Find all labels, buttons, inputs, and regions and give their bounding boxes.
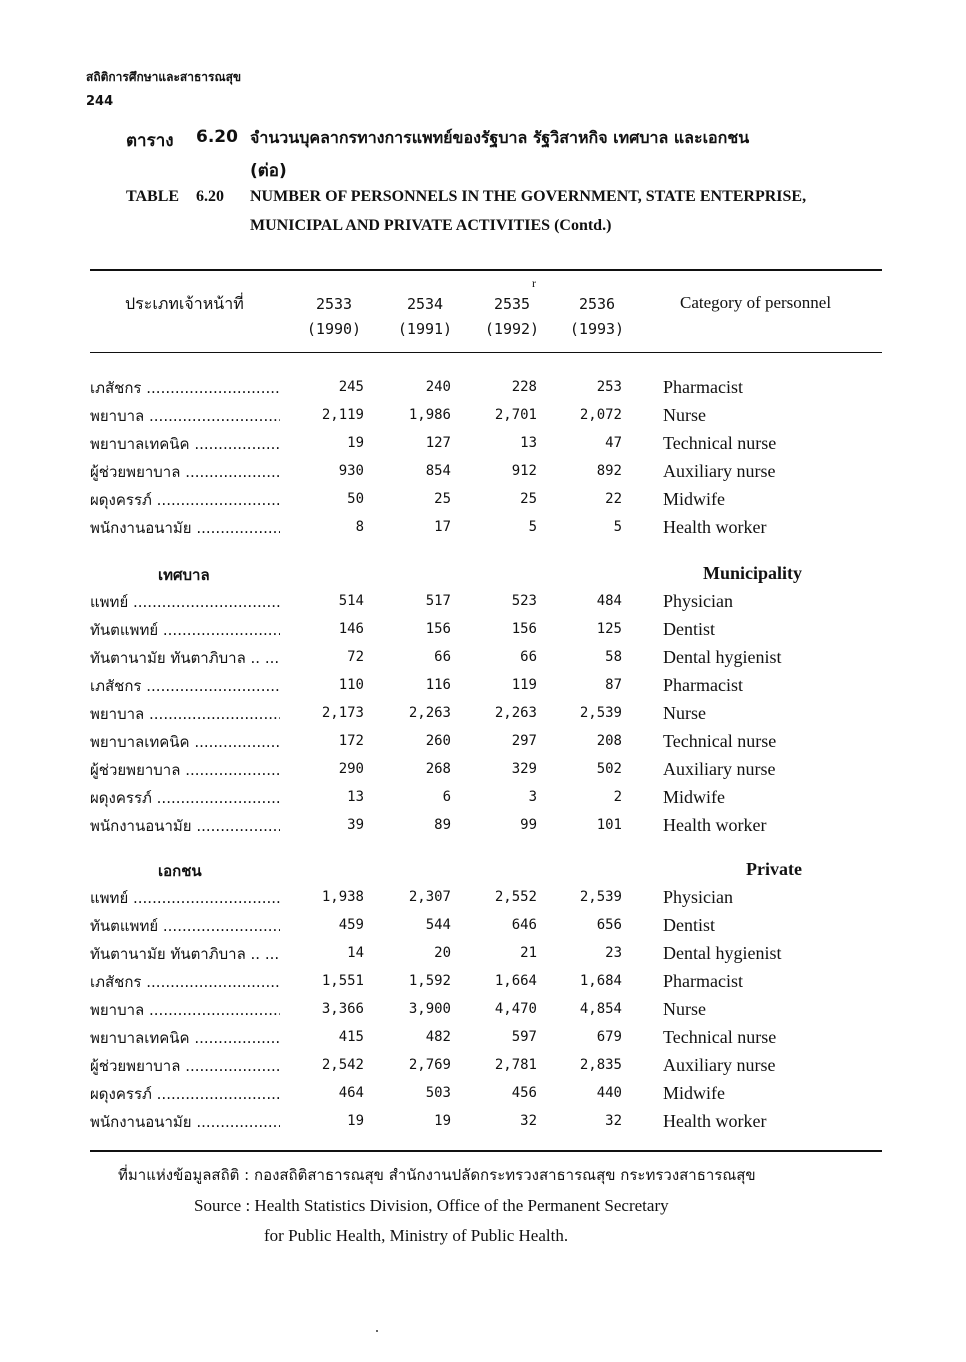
value-cell: 2,542 [321, 1057, 364, 1073]
category-th: พยาบาล ..... [90, 702, 280, 726]
category-th: พนักงานอนามัย ..... [90, 814, 280, 838]
value-cell: 23 [605, 945, 622, 961]
page-speck [376, 1330, 378, 1332]
value-cell: 329 [511, 761, 537, 777]
year-be: 2535 [493, 295, 531, 313]
value-cell: 87 [605, 677, 622, 693]
value-cell: 13 [347, 789, 364, 805]
value-cell: 5 [613, 519, 622, 535]
category-en: Midwife [663, 1083, 725, 1103]
category-th: แพทย์ ..... [90, 590, 280, 614]
category-en: Dentist [663, 915, 715, 935]
year-be: 2534 [406, 295, 444, 313]
table-row [90, 401, 882, 429]
value-cell: 1,592 [408, 973, 451, 989]
category-th: ผดุงครรภ์ ..... [90, 488, 280, 512]
group-municipal [90, 587, 882, 839]
category-th: พยาบาล ..... [90, 998, 280, 1022]
value-cell: 646 [511, 917, 537, 933]
table-row [90, 883, 882, 911]
table-row [90, 811, 882, 839]
value-cell: 3,366 [321, 1001, 364, 1017]
value-cell: 32 [520, 1113, 537, 1129]
category-th: พยาบาล ..... [90, 404, 280, 428]
category-th: ผดุงครรภ์ ..... [90, 1082, 280, 1106]
col-header-en: Category of personnel [680, 293, 832, 312]
value-cell: 208 [596, 733, 622, 749]
section-municipal-en: Municipality [702, 563, 802, 583]
value-cell: 119 [511, 677, 537, 693]
title-en-label: TABLE [126, 188, 180, 205]
revision-mark: r [532, 276, 536, 290]
value-cell: 415 [338, 1029, 364, 1045]
value-cell: 4,470 [494, 1001, 537, 1017]
group-private [90, 883, 882, 1135]
value-cell: 19 [434, 1113, 451, 1129]
table-row [90, 967, 882, 995]
value-cell: 25 [434, 491, 451, 507]
value-cell: 502 [596, 761, 622, 777]
value-cell: 50 [347, 491, 364, 507]
category-en: Midwife [663, 787, 725, 807]
category-en: Health worker [663, 1111, 767, 1131]
value-cell: 597 [511, 1029, 537, 1045]
category-th: เภสัชกร ..... [90, 376, 280, 400]
section-private [90, 853, 882, 883]
category-th: เภสัชกร ..... [90, 674, 280, 698]
year-ce: (1990) [306, 320, 362, 338]
category-th: ทันตานามัย ทันตาภิบาล .. ..... [90, 942, 280, 966]
value-cell: 6 [442, 789, 451, 805]
value-cell: 72 [347, 649, 364, 665]
value-cell: 2,072 [579, 407, 622, 423]
value-cell: 19 [347, 1113, 364, 1129]
year-be: 2536 [578, 295, 616, 313]
value-cell: 1,986 [408, 407, 451, 423]
section-private-th: เอกชน [158, 862, 202, 880]
value-cell: 2,539 [579, 889, 622, 905]
table-row [90, 671, 882, 699]
category-th: พยาบาลเทคนิค ..... [90, 730, 280, 754]
category-th: ทันตแพทย์ ..... [90, 618, 280, 642]
col-header-year-2536 [557, 292, 637, 342]
value-cell: 464 [338, 1085, 364, 1101]
col-header-th: ประเภทเจ้าหน้าที่ [125, 294, 244, 313]
table-row [90, 1079, 882, 1107]
category-th: พนักงานอนามัย ..... [90, 516, 280, 540]
category-en: Nurse [663, 405, 706, 425]
value-cell: 245 [338, 379, 364, 395]
table-row [90, 485, 882, 513]
value-cell: 544 [425, 917, 451, 933]
table-row [90, 615, 882, 643]
group-government-enterprise [90, 373, 882, 541]
table-row [90, 373, 882, 401]
value-cell: 19 [347, 435, 364, 451]
col-header-year-2534 [385, 292, 465, 342]
title-th-number: 6.20 [196, 127, 238, 147]
category-th: ผู้ช่วยพยาบาล ..... [90, 1054, 280, 1078]
table-row [90, 1107, 882, 1135]
value-cell: 125 [596, 621, 622, 637]
value-cell: 13 [520, 435, 537, 451]
value-cell: 47 [605, 435, 622, 451]
value-cell: 253 [596, 379, 622, 395]
category-en: Auxiliary nurse [663, 461, 776, 481]
category-en: Physician [663, 887, 733, 907]
value-cell: 116 [425, 677, 451, 693]
table-row [90, 1023, 882, 1051]
value-cell: 2,263 [494, 705, 537, 721]
value-cell: 21 [520, 945, 537, 961]
section-private-en: Private [746, 859, 802, 879]
value-cell: 2,119 [321, 407, 364, 423]
value-cell: 240 [425, 379, 451, 395]
value-cell: 22 [605, 491, 622, 507]
value-cell: 523 [511, 593, 537, 609]
category-en: Health worker [663, 815, 767, 835]
value-cell: 2,263 [408, 705, 451, 721]
section-municipal [90, 557, 882, 587]
category-en: Midwife [663, 489, 725, 509]
value-cell: 930 [338, 463, 364, 479]
value-cell: 503 [425, 1085, 451, 1101]
value-cell: 268 [425, 761, 451, 777]
table-row [90, 727, 882, 755]
value-cell: 2,173 [321, 705, 364, 721]
value-cell: 172 [338, 733, 364, 749]
value-cell: 25 [520, 491, 537, 507]
year-ce: (1991) [397, 320, 453, 338]
year-be: 2533 [315, 295, 353, 313]
year-ce: (1993) [569, 320, 625, 338]
value-cell: 127 [425, 435, 451, 451]
value-cell: 32 [605, 1113, 622, 1129]
value-cell: 290 [338, 761, 364, 777]
value-cell: 228 [511, 379, 537, 395]
value-cell: 101 [596, 817, 622, 833]
table-top-rule [90, 269, 882, 271]
category-en: Technical nurse [663, 433, 777, 453]
table-row [90, 587, 882, 615]
category-en: Nurse [663, 703, 706, 723]
value-cell: 5 [528, 519, 537, 535]
value-cell: 1,551 [321, 973, 364, 989]
value-cell: 297 [511, 733, 537, 749]
table-row [90, 911, 882, 939]
category-en: Nurse [663, 999, 706, 1019]
category-th: ผดุงครรภ์ ..... [90, 786, 280, 810]
value-cell: 2,769 [408, 1057, 451, 1073]
value-cell: 2,701 [494, 407, 537, 423]
value-cell: 3,900 [408, 1001, 451, 1017]
value-cell: 656 [596, 917, 622, 933]
value-cell: 2,835 [579, 1057, 622, 1073]
header-bottom-rule [90, 352, 882, 353]
table-row [90, 643, 882, 671]
value-cell: 2 [613, 789, 622, 805]
table-row [90, 457, 882, 485]
page-number: 244 [86, 94, 114, 109]
table-row [90, 755, 882, 783]
category-en: Pharmacist [663, 971, 743, 991]
category-th: พยาบาลเทคนิค ..... [90, 432, 280, 456]
table-bottom-rule [90, 1150, 882, 1152]
category-en: Dental hygienist [663, 647, 782, 667]
value-cell: 66 [520, 649, 537, 665]
value-cell: 260 [425, 733, 451, 749]
year-ce: (1992) [484, 320, 540, 338]
value-cell: 459 [338, 917, 364, 933]
category-th: พนักงานอนามัย ..... [90, 1110, 280, 1134]
value-cell: 1,664 [494, 973, 537, 989]
col-header-year-2533 [294, 292, 374, 342]
value-cell: 89 [434, 817, 451, 833]
category-en: Auxiliary nurse [663, 759, 776, 779]
title-en-number: 6.20 [196, 188, 224, 205]
value-cell: 4,854 [579, 1001, 622, 1017]
source-en-line1: Source : Health Statistics Division, Office of the Permanent Secretary [194, 1196, 669, 1215]
value-cell: 8 [355, 519, 364, 535]
value-cell: 58 [605, 649, 622, 665]
table-body [90, 373, 882, 1135]
value-cell: 679 [596, 1029, 622, 1045]
value-cell: 1,684 [579, 973, 622, 989]
value-cell: 440 [596, 1085, 622, 1101]
category-th: พยาบาลเทคนิค ..... [90, 1026, 280, 1050]
value-cell: 39 [347, 817, 364, 833]
value-cell: 66 [434, 649, 451, 665]
value-cell: 456 [511, 1085, 537, 1101]
value-cell: 3 [528, 789, 537, 805]
value-cell: 892 [596, 463, 622, 479]
category-th: แพทย์ ..... [90, 886, 280, 910]
category-en: Auxiliary nurse [663, 1055, 776, 1075]
section-municipal-th: เทศบาล [158, 566, 210, 584]
value-cell: 1,938 [321, 889, 364, 905]
table-row [90, 513, 882, 541]
title-th-line1: จำนวนบุคลากรทางการแพทย์ของรัฐบาล รัฐวิสาหกิจ เทศบาล และเอกชน [250, 128, 750, 147]
table-row [90, 995, 882, 1023]
value-cell: 517 [425, 593, 451, 609]
value-cell: 156 [511, 621, 537, 637]
value-cell: 146 [338, 621, 364, 637]
value-cell: 156 [425, 621, 451, 637]
value-cell: 2,781 [494, 1057, 537, 1073]
value-cell: 99 [520, 817, 537, 833]
category-en: Technical nurse [663, 1027, 777, 1047]
category-th: ผู้ช่วยพยาบาล ..... [90, 460, 280, 484]
running-title: สถิติการศึกษาและสาธารณสุข [86, 70, 242, 84]
value-cell: 20 [434, 945, 451, 961]
category-en: Pharmacist [663, 377, 743, 397]
category-en: Technical nurse [663, 731, 777, 751]
value-cell: 514 [338, 593, 364, 609]
title-th-label: ตาราง [126, 131, 174, 151]
table-row [90, 1051, 882, 1079]
value-cell: 484 [596, 593, 622, 609]
title-th-line2: (ต่อ) [250, 161, 287, 181]
category-en: Dentist [663, 619, 715, 639]
category-th: ทันตแพทย์ ..... [90, 914, 280, 938]
value-cell: 854 [425, 463, 451, 479]
table-row [90, 429, 882, 457]
value-cell: 17 [434, 519, 451, 535]
value-cell: 912 [511, 463, 537, 479]
value-cell: 2,552 [494, 889, 537, 905]
value-cell: 2,539 [579, 705, 622, 721]
category-en: Health worker [663, 517, 767, 537]
value-cell: 110 [338, 677, 364, 693]
value-cell: 482 [425, 1029, 451, 1045]
category-th: ทันตานามัย ทันตาภิบาล .. ..... [90, 646, 280, 670]
title-en-line1: NUMBER OF PERSONNELS IN THE GOVERNMENT, STATE ENTERPRISE, [250, 188, 807, 205]
table-row [90, 783, 882, 811]
col-header-year-2535 [472, 292, 552, 342]
category-en: Dental hygienist [663, 943, 782, 963]
title-en-line2: MUNICIPAL AND PRIVATE ACTIVITIES (Contd.) [250, 217, 612, 234]
category-th: ผู้ช่วยพยาบาล ..... [90, 758, 280, 782]
category-th: เภสัชกร ..... [90, 970, 280, 994]
category-en: Pharmacist [663, 675, 743, 695]
category-en: Physician [663, 591, 733, 611]
table-row [90, 699, 882, 727]
source-th: ที่มาแห่งข้อมูลสถิติ : กองสถิติสาธารณสุข สำนักงานปลัดกระทรวงสาธารณสุข กระทรวงสาธารณสุข [118, 1166, 756, 1184]
value-cell: 14 [347, 945, 364, 961]
value-cell: 2,307 [408, 889, 451, 905]
source-en-line2: for Public Health, Ministry of Public Health. [264, 1226, 569, 1245]
table-row [90, 939, 882, 967]
